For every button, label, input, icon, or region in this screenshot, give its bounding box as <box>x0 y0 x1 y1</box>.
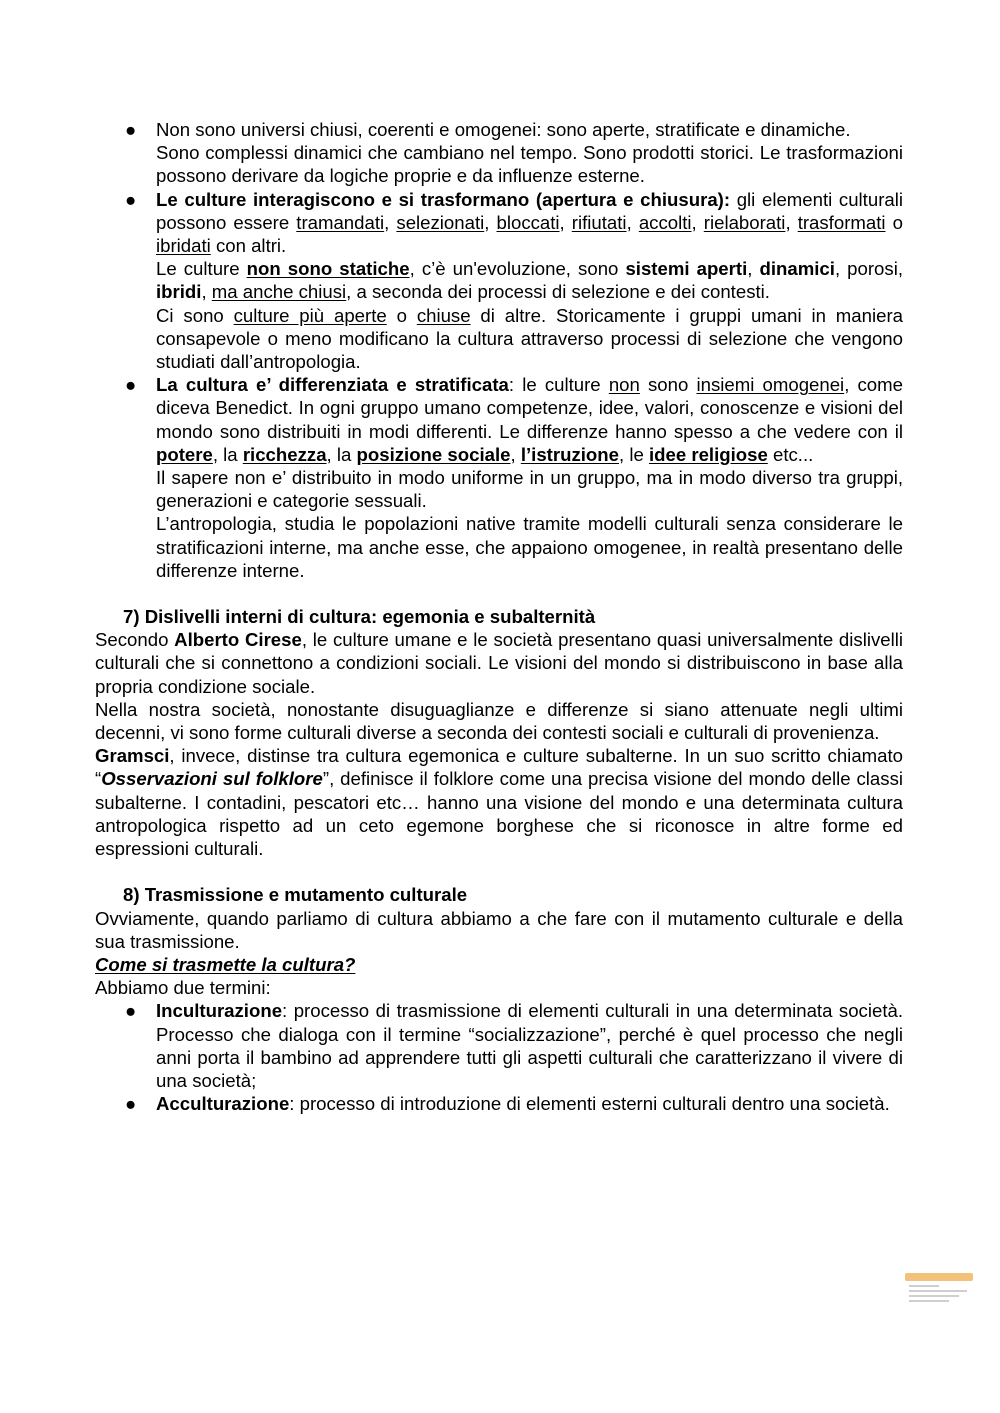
paragraph: La cultura e’ differenziata e stratificata: le culture non sono insiemi omogenei, come diceva Benedict. In ogni gruppo umano competenze, idee, valori, conoscenze e visioni del mondo sono distribuiti in modi differenti. Le differenze hanno spesso a che vedere con il potere, la ricchezza, la posizione sociale, l’istruzione, le idee religiose etc... <box>156 374 903 465</box>
paragraph: Ovviamente, quando parliamo di cultura abbiamo a che fare con il mutamento culturale e della sua trasmissione. <box>95 907 903 952</box>
section-heading: 8) Trasmissione e mutamento culturale <box>123 884 468 906</box>
list-item <box>95 999 903 1092</box>
paragraph: Acculturazione: processo di introduzione di elementi esterni culturali dentro una società. <box>156 1093 890 1115</box>
bullet-icon: ● <box>125 188 137 210</box>
list-item <box>95 188 903 374</box>
list-item <box>95 1092 903 1115</box>
paragraph: Abbiamo due termini: <box>95 977 271 999</box>
paragraph: Il sapere non e’ distribuito in modo uniforme in un gruppo, ma in modo diverso tra gruppi, generazioni e categorie sessuali. <box>156 467 903 512</box>
paragraph: Nella nostra società, nonostante disuguaglianze e differenze si siano attenuate negli ultimi decenni, vi sono forme culturali diverse a seconda dei contesti sociali e culturali di provenienza. <box>95 698 903 744</box>
bullet-icon: ● <box>125 1093 137 1115</box>
paragraph: Secondo Alberto Cirese, le culture umane e le società presentano quasi universalmente dislivelli culturali che si connettono a condizioni sociali. Le visioni del mondo si distribuiscono in base alla propria condizione sociale. <box>95 629 903 697</box>
paragraph: Gramsci, invece, distinse tra cultura egemonica e culture subalterne. In un suo scritto chiamato “Osservazioni sul folklore”, definisce il folklore come una precisa visione del mondo delle classi subalterne. I contadini, pescatori etc… hanno una visione del mondo e una determinata cultura antropologica rispetto ad un ceto egemone borghese che si riconosce in altre forme ed espressioni culturali. <box>95 745 903 860</box>
document-stamp-icon <box>905 1273 973 1307</box>
transmission-terms-list <box>95 999 903 1115</box>
spacer <box>95 582 903 605</box>
paragraph: Le culture interagiscono e si trasformano (apertura e chiusura): gli elementi culturali possono essere tramandati, selezionati, bloccati, rifiutati, accolti, rielaborati, trasformati o ibridati con altri. <box>156 188 903 257</box>
paragraph: Inculturazione: processo di trasmissione di elementi culturali in una determinata società. Processo che dialoga con il termine “socializzazione”, perché è quel processo che negli anni porta il bambino ad apprendere tutti gli aspetti culturali che caratterizzano il vivere di una società; <box>156 1000 903 1091</box>
section-heading: 7) Dislivelli interni di cultura: egemonia e subalternità <box>123 606 596 628</box>
question-heading: Come si trasmette la cultura? <box>95 953 356 975</box>
list-item <box>95 118 903 188</box>
document-page <box>95 118 903 1115</box>
list-item <box>95 373 903 582</box>
paragraph: Non sono universi chiusi, coerenti e omogenei: sono aperte, stratificate e dinamiche. <box>156 119 851 140</box>
spacer <box>95 860 903 883</box>
bullet-icon: ● <box>125 374 137 396</box>
bullet-icon: ● <box>125 1000 137 1022</box>
culture-properties-list <box>95 118 903 582</box>
paragraph: Sono complessi dinamici che cambiano nel tempo. Sono prodotti storici. Le trasformazioni possono derivare da logiche proprie e da influenze esterne. <box>156 142 903 187</box>
bullet-icon: ● <box>125 119 137 140</box>
paragraph: Le culture non sono statiche, c’è un'evoluzione, sono sistemi aperti, dinamici, porosi, ibridi, ma anche chiusi, a seconda dei processi di selezione e dei contesti. <box>156 258 903 303</box>
paragraph: L’antropologia, studia le popolazioni native tramite modelli culturali senza considerare le stratificazioni interne, ma anche esse, che appaiono omogenee, in realtà presentano delle differenze interne. <box>156 513 903 581</box>
paragraph: Ci sono culture più aperte o chiuse di altre. Storicamente i gruppi umani in maniera consapevole o meno modificano la cultura attraverso processi di selezione che vengono studiati dall’antropologia. <box>156 304 903 373</box>
